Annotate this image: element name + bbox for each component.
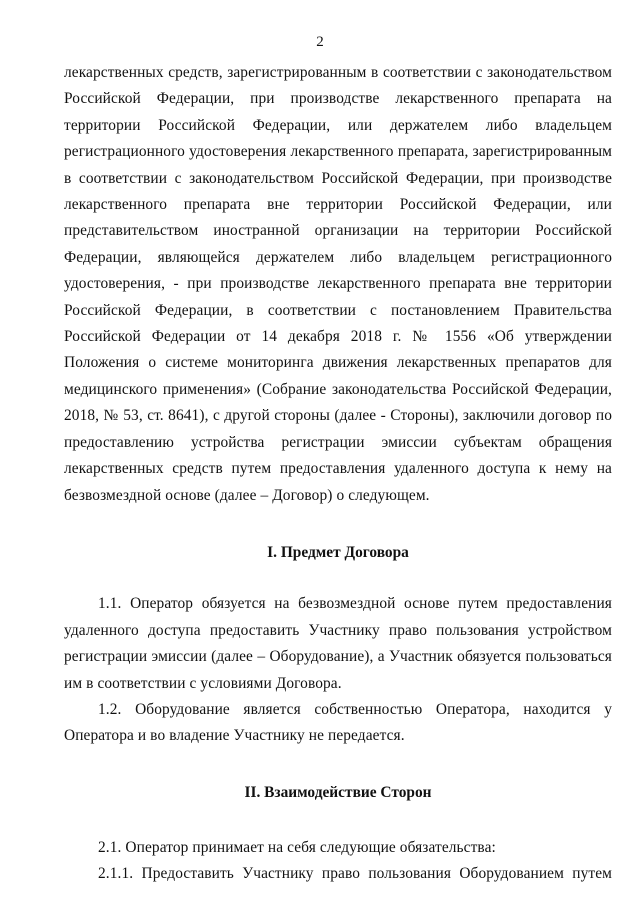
intro-paragraph: лекарственных средств, зарегистрированным в соответствии с законодательством Российской Федерации, при производстве лекарственного препарата на территории Российской Федерации, или держателем либо владельцем регистрационного удостоверения лекарственного препарата, зарегистрированным в соответствии с законодательством Российской Федерации, при производстве лекарственного препарата вне территории Российской Федерации, или представительством иностранной организации на территории Российской Федерации, являющейся держателем либо владельцем регистрационного удостоверения, - при производстве лекарственного препарата вне территории Российской Федерации, в соответствии с постановлением Правительства Российской Федерации от 14 декабря 2018 г. № 1556 «Об утверждении Положения о системе мониторинга движения лекарственных препаратов для медицинского применения» (Собрание законодательства Российской Федерации, 2018, № 53, ст. 8641), с другой стороны (далее - Стороны), заключили договор по предоставлению устройства регистрации эмиссии субъектам обращения лекарственных средств путем предоставления удаленного доступа к нему на безвозмездной основе (далее – Договор) о следующем.	[64, 64, 612, 504]
page-number: 2	[316, 34, 324, 50]
spacer	[64, 750, 612, 780]
section-2-title: II. Взаимодействие Сторон	[244, 783, 432, 801]
document-body	[64, 60, 612, 887]
spacer	[64, 806, 612, 835]
spacer	[64, 509, 612, 540]
clause-1-1: 1.1. Оператор обязуется на безвозмездной основе путем предоставления удаленного доступа предоставить Участнику право пользования устройством регистрации эмиссии (далее – Оборудование), а Участник обязуется пользоваться им в соответствии с условиями Договора.	[64, 595, 612, 692]
section-1-title: I. Предмет Договора	[267, 543, 409, 561]
clause-1-2: 1.2. Оборудование является собственностью Оператора, находится у Оператора и во владение Участнику не передается.	[64, 700, 612, 745]
clause-2-1: 2.1. Оператор принимает на себя следующие обязательства:	[98, 839, 496, 857]
spacer	[64, 566, 612, 591]
clause-2-1-1: 2.1.1. Предоставить Участнику право пользования Оборудованием путем	[98, 865, 612, 883]
